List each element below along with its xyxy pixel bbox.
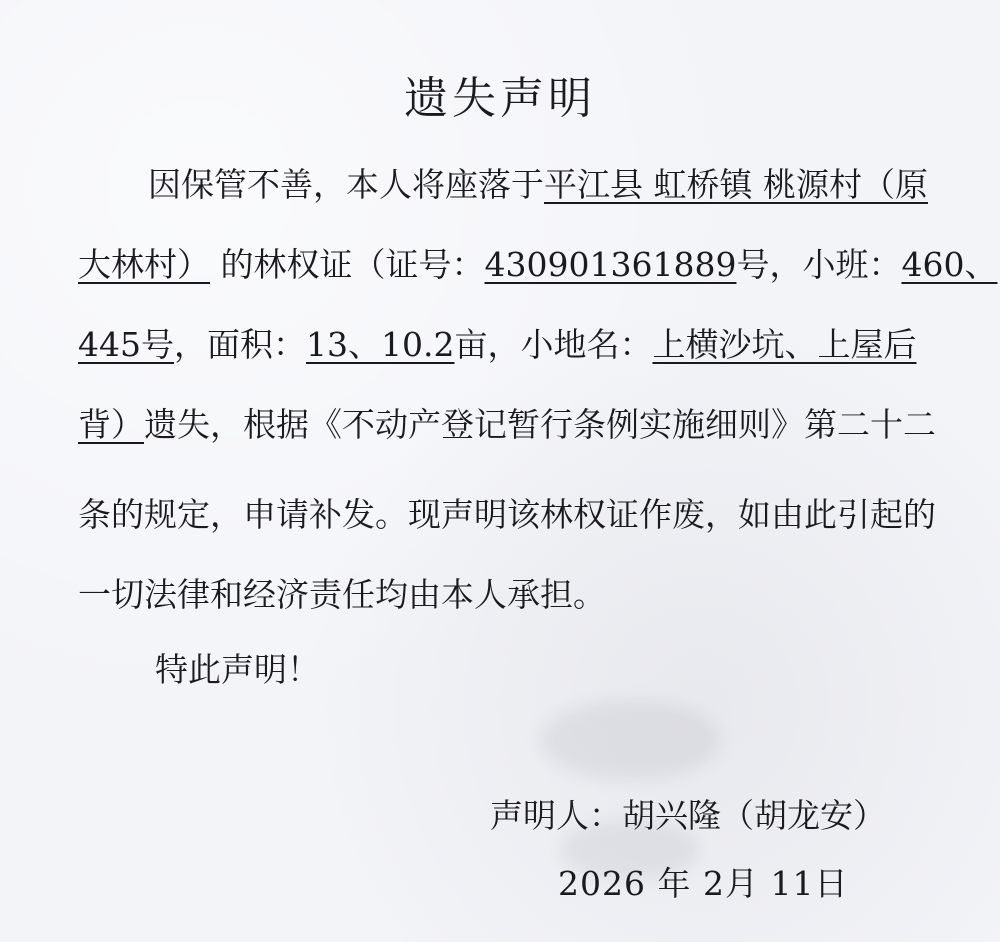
date-line: 2026 年 2月 11日 [558,864,849,903]
text-segment: 的林权证（证号： [210,245,485,284]
body-line-6: 一切法律和经济责任均由本人承担。 [78,575,606,614]
text-segment: 亩，小地名： [454,325,653,364]
area-field: 13、10.2 [306,325,455,364]
certificate-number-field: 430901361889 [484,245,737,284]
text-segment: ，面积： [174,325,306,364]
text-segment: 遗失，根据《不动产登记暂行条例实施细则》第二十二 [144,405,936,444]
closing-statement: 特此声明！ [155,650,320,689]
text-segment: 号，小班： [736,245,902,284]
body-line-3 [78,325,916,365]
signature-line: 声明人：胡兴隆（胡龙安） [490,796,886,835]
block-number-field-continued: 445号 [78,325,174,364]
text-segment: 因保管不善，本人将座落于 [148,165,544,204]
body-line-4 [78,405,936,445]
body-line-1 [148,165,928,205]
body-line-5: 条的规定，申请补发。现声明该林权证作废，如由此引起的 [78,495,936,534]
location-field: 平江县 虹桥镇 桃源村（原 [544,165,928,204]
place-name-field-continued: 背） [78,405,144,444]
document-title: 遗失声明 [404,73,596,124]
body-line-2 [78,245,997,285]
location-field-continued: 大林村） [78,245,210,284]
place-name-field: 上横沙坑、上屋后 [652,325,917,364]
paper-smudge [540,700,720,780]
block-number-field: 460、 [901,245,998,284]
